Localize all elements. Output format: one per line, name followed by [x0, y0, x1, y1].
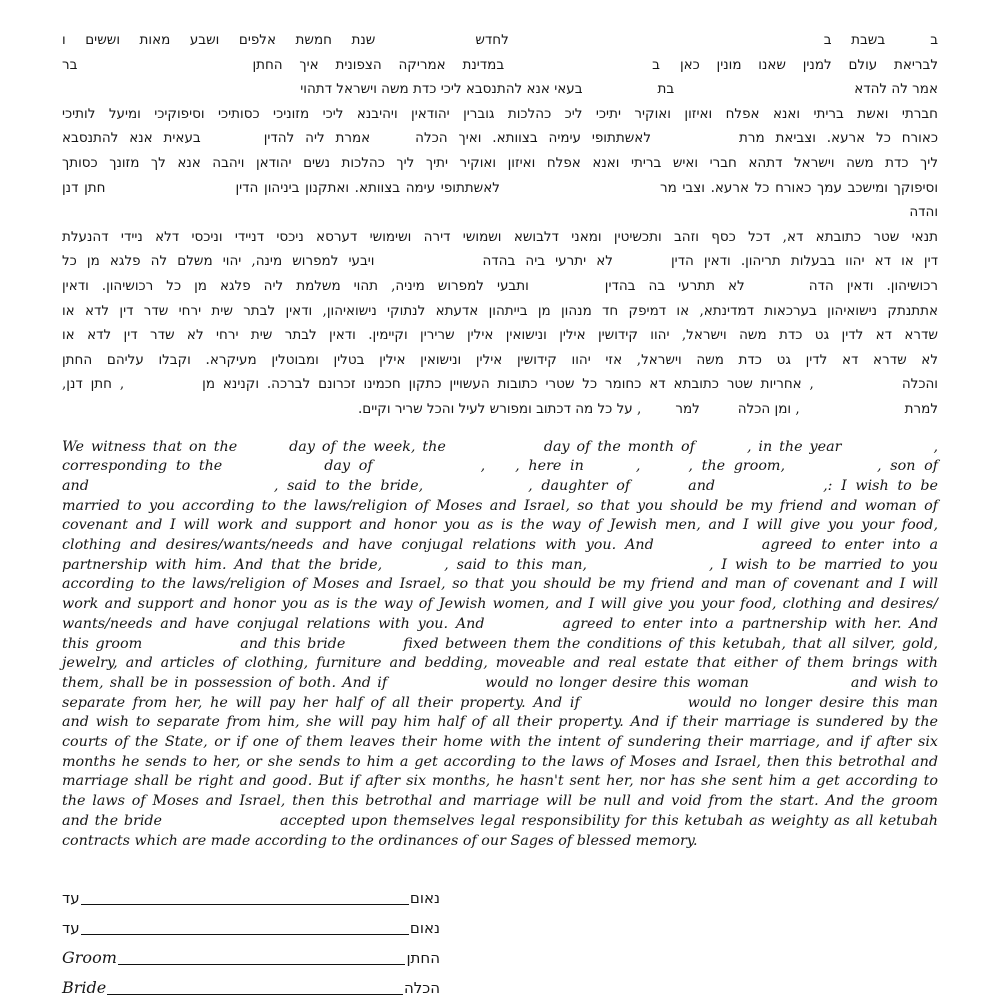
blank-field: [814, 387, 902, 388]
blank-field: [142, 647, 240, 648]
blank-field: [749, 686, 851, 687]
hebrew-line: חברתי ואשת בריתי ואנא אפלח ואיזון ואוקיר יתיכי ליכ כהלכות גוברין יהודאין ויהיבנא ליכי מזוניכי כסותיכי וסיפוקיכי ומיעל לותיכי: [62, 105, 938, 122]
blank-field: [374, 264, 482, 265]
hebrew-line: אמר לה להדאבתבעאי אנא להתנסבא ליכי כדת משה וישראל דתהוי: [300, 81, 938, 98]
blank-field: [660, 68, 680, 69]
blank-field: [715, 489, 823, 490]
english-text-section: [62, 438, 938, 852]
blank-field: [583, 92, 658, 93]
witness-signature-row-2: [62, 909, 440, 939]
blank-field: [222, 469, 324, 470]
hebrew-line: לא שדרא דא לדין גט כדת משה וישראל, אזי יהוו קידושין אילין ונישואין אילין בטלין ומבוטלין מעיקרא. וקבלו עליהם החתן: [62, 351, 938, 368]
blank-field: [162, 824, 280, 825]
hebrew-line: והכלה, אחריות שטר כתובתא דא כחומר כל שטרי כתובות העשויין כתקון חכמינו זכרונם לברכה. וקנינא מן, חתן דנן,: [62, 376, 938, 393]
hebrew-line: אתתנתק נישואיהון בערכאות דמדינתא, או דמיפק חד מנהון מן בייתהון אדעתא לנתוקי נישואיהון, ודאין לבתר שית ירחי שדר דין לדא או: [62, 302, 938, 319]
signature-section: [62, 879, 440, 999]
groom-signature-row: [62, 939, 440, 969]
blank-field: [237, 450, 289, 451]
hebrew-line: רכושיהון. ודאין הדהלא תתרעי בה בהדיןותבעי למפרוש מיניה, תהוי משלמת ליה פלגא מן כל רכושיהון. ודאין: [62, 277, 938, 294]
blank-field: [509, 43, 824, 44]
groom-label-english: Groom: [62, 948, 117, 968]
blank-field: [77, 68, 252, 69]
english-line: this groom and this bride fixed between them the conditions of this ketubah, that all silver, gold,: [62, 635, 938, 652]
english-line: courts of the State, or if one of them leaves their home with the intent of sundering their marriage, and if after six: [62, 734, 938, 751]
blank-field: [674, 92, 854, 93]
witness-signature-row-1: [62, 879, 440, 909]
witness-signature-line-2: [81, 933, 409, 935]
blank-field: [587, 568, 709, 569]
english-line: according to the laws/religion of Moses and Israel, so that you should be my friend and man of covenant and I will: [62, 576, 938, 593]
blank-field: [500, 191, 660, 192]
blank-field: [105, 191, 235, 192]
english-line: and wish to separate from him, she will pay him half of all their property. And if their marriage is sundered by the: [62, 714, 938, 731]
blank-field: [695, 450, 747, 451]
english-line: married to you according to the laws/religion of Moses and Israel, so that you should be my friend and woman of: [62, 497, 938, 514]
english-line: jewelry, and articles of clothing, furniture and bedding, moveable and real estate that either of them brings with: [62, 655, 938, 672]
bride-signature-line: [107, 993, 403, 995]
english-line: months he sends to her, or she sends to him a get according to the laws of Moses and Israel, then this betrothal and: [62, 753, 938, 770]
blank-field: [89, 489, 274, 490]
blank-field: [885, 43, 930, 44]
blank-field: [373, 469, 481, 470]
hebrew-line: ליך כדת משה וישראל דתהא חברי ואיש בריתי ואנא אפלח ואיזון ואוקיר יתיך ליך כהלכות נשים יהודאן ויהבה אנא לך מזונך כסותך: [62, 154, 938, 171]
english-line: clothing and desires/wants/needs and have conjugal relations with you. And agreed to enter into a: [62, 537, 938, 554]
blank-field: [580, 706, 688, 707]
blank-field: [504, 68, 652, 69]
english-line: We witness that on the day of the week, the day of the month of , in the year ,: [62, 438, 938, 455]
bride-signature-row: [62, 969, 440, 999]
blank-field: [201, 141, 264, 142]
hebrew-line: לבריאת עולם למנין שאנו מונין כאןבבמדינת אמריקה הצפונית איך החתןבר: [62, 56, 938, 73]
blank-field: [485, 469, 515, 470]
hebrew-line: שדרא דא לדין גט כדת משה וישראל, יהוו קידושין אילין ונישואין אילין שרירין וקיימין. ודאין לבתר שית ירחי לא שדר דין לדא או: [62, 327, 938, 344]
hebrew-text-section: [62, 28, 938, 422]
english-line: covenant and I will work and support and honor you as is the way of Jewish men, and I will give you your food,: [62, 517, 938, 534]
witness-signature-line-1: [81, 903, 409, 905]
english-line: separate from her, he will pay her half of all their property. And if would no longer desire this man: [62, 694, 938, 711]
hebrew-line: תנאי שטר כתובתא דא, דכל כסף וזהב ותכשיטין ומאני דלבושא ושמושי דירה ושימושי דערסא ניכסי דניידי וניכסי דלא ניידי דהנעלת: [62, 228, 938, 245]
hebrew-line: דין או דא יהוו בבעלות תריהון. ודאין הדיןלא יתרעי ביה בהדהויבעי למפרוש מינה, יהוי משלם לה פלגא מן כל: [62, 253, 938, 270]
blank-field: [640, 469, 688, 470]
blank-field: [700, 412, 738, 413]
blank-field: [745, 289, 809, 290]
hebrew-line: בבשבת בלחדששנת חמשת אלפים ושבע מאות וששים ו: [62, 32, 938, 48]
english-line: marriage shall be right and good. But if after six months, he hasn't sent her, nor has she sent him a get according to: [62, 773, 938, 790]
attestation-label-hebrew-2: נאום: [409, 919, 440, 938]
english-line: wants/needs and have conjugal relations with you. And agreed to enter into a partnership with her. And: [62, 615, 938, 632]
witness-label-hebrew-1: עד: [62, 889, 80, 908]
blank-field: [613, 264, 671, 265]
english-line: the laws of Moses and Israel, then this betrothal and marriage will be null and void from the start. And the groom: [62, 793, 938, 810]
blank-field: [651, 141, 739, 142]
english-line: and the bride accepted upon themselves legal responsibility for this ketubah as weighty as all ketubah: [62, 812, 938, 829]
english-line: corresponding to the day of , , here in , , the groom, , son of: [62, 458, 938, 475]
blank-field: [654, 548, 762, 549]
blank-field: [387, 686, 485, 687]
groom-signature-line: [118, 963, 406, 965]
english-line: work and support and honor you as is the way of Jewish women, and I will give you your food, clothing and desires/: [62, 596, 938, 613]
blank-field: [370, 141, 415, 142]
english-line: them, shall be in possession of both. And if would no longer desire this woman and wish to: [62, 674, 939, 691]
english-line: and , said to the bride, , daughter of and ,: I wish to be: [62, 477, 939, 494]
blank-field: [423, 489, 528, 490]
bride-label-english: Bride: [62, 978, 107, 998]
blank-field: [485, 627, 563, 628]
english-line: partnership with him. And that the bride, , said to this man, , I wish to be married to you: [62, 556, 939, 573]
blank-field: [375, 43, 475, 44]
groom-label-hebrew: החתן: [406, 949, 440, 968]
english-line: contracts which are made according to the ordinances of our Sages of blessed memory.: [62, 832, 698, 849]
blank-field: [800, 412, 905, 413]
attestation-label-hebrew-1: נאום: [409, 889, 440, 908]
blank-field: [841, 450, 933, 451]
blank-field: [641, 412, 675, 413]
blank-field: [584, 469, 636, 470]
blank-field: [630, 489, 688, 490]
blank-field: [345, 647, 403, 648]
blank-field: [124, 387, 202, 388]
blank-field: [785, 469, 877, 470]
blank-field: [446, 450, 544, 451]
bride-label-hebrew: הכלה: [403, 979, 440, 998]
hebrew-line: למרת, ומן הכלהלמר, על כל מה דכתוב ומפורש לעיל והכל שריר וקיים.: [357, 400, 938, 417]
witness-label-hebrew-2: עד: [62, 919, 80, 938]
hebrew-line: וסיפוקך ומישכב עמך כאורח כל ארעא. וצבי מרלאשתתופי עימה בצוותא. ואתקנון ביניהון הדיןחתן דנן והדה: [62, 179, 938, 221]
hebrew-line: כאורח כל ארעא. וצביאת מרתלאשתתופי עימיה בצוותא. ואיך הכלהאמרת ליה להדיןבעאית אנא להתנסבא: [62, 130, 938, 147]
blank-field: [529, 289, 605, 290]
blank-field: [382, 568, 444, 569]
